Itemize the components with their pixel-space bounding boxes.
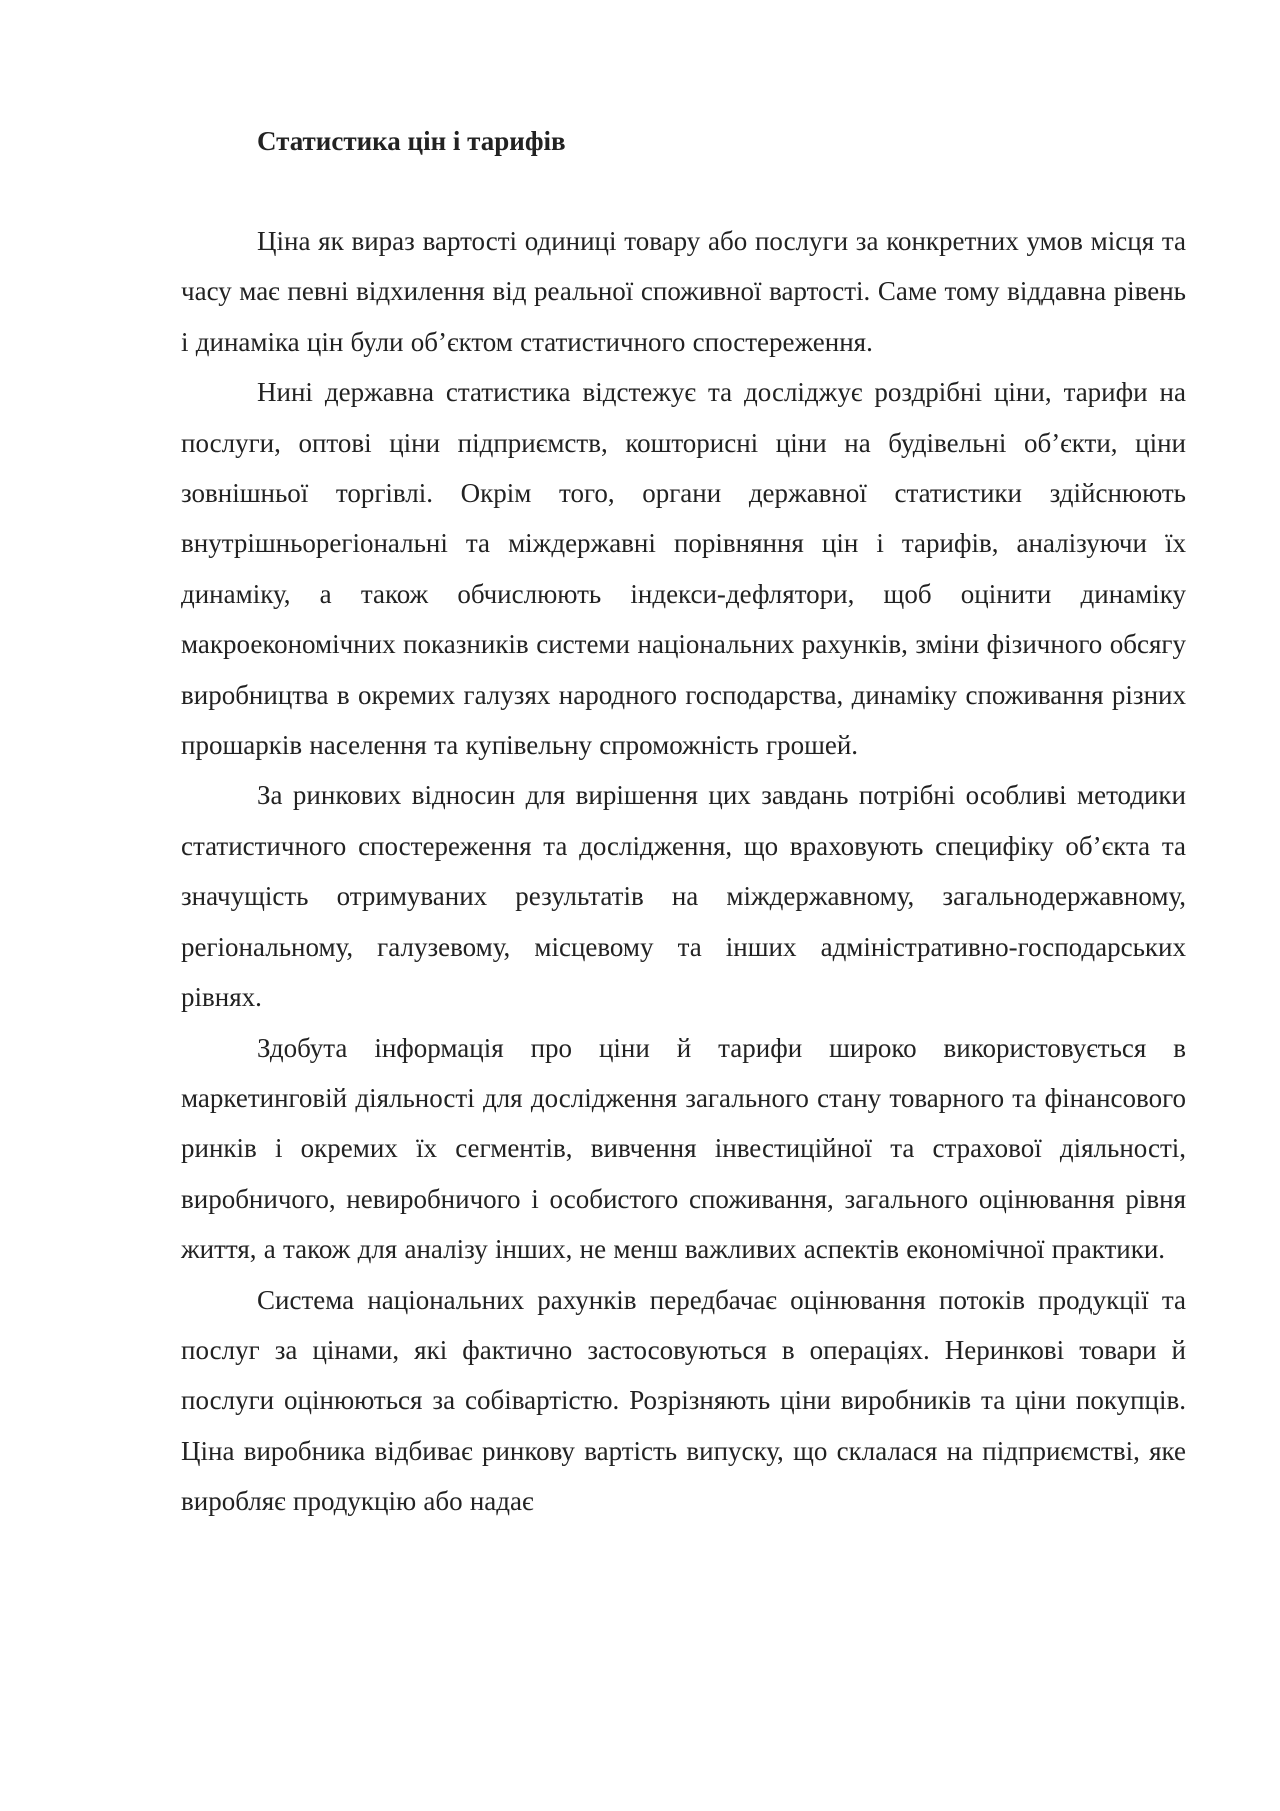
paragraph-5: Система національних рахунків передбачає оцінювання потоків продукції та послуг за цінами, які фактично застосовуються в операціях. Неринкові товари й послуги оцінюються за собівартістю. Розрізняють ціни виробників та ціни покупців. Ціна виробника відбиває ринкову вартість випуску, що склалася на підприємстві, яке виробляє продукцію або надає	[181, 1284, 1186, 1517]
document-title: Статистика цін і тарифів	[257, 126, 566, 156]
paragraph-1: Ціна як вираз вартості одиниці товару або послуги за конкретних умов місця та часу має певні відхилення від реальної споживної вартості. Саме тому віддавна рівень і динаміка цін були об’єктом статистичного спостереження.	[181, 226, 1186, 357]
paragraph-2: Нині державна статистика відстежує та досліджує роздрібні ціни, тарифи на послуги, оптові ціни підприємств, кошторисні ціни на будівельні об’єкти, ціни зовнішньої торгівлі. Окрім того, органи державної статистики здійснюють внутрішньорегіональні та міждержавні порівняння цін і тарифів, аналізуючи їх динаміку, а також обчислюють індекси-дефлятори, щоб оцінити динаміку макроекономічних показників системи національних рахунків, зміни фізичного обсягу виробництва в окремих галузях народного господарства, динаміку споживання різних прошарків населення та купівельну спроможність грошей.	[181, 377, 1186, 761]
document-body	[181, 116, 1186, 1527]
paragraph-4: Здобута інформація про ціни й тарифи широко використовується в маркетинговій діяльності для дослідження загального стану товарного та фінансового ринків і окремих їх сегментів, вивчення інвестиційної та страхової діяльності, виробничого, невиробничого і особистого споживання, загального оцінювання рівня життя, а також для аналізу інших, не менш важливих аспектів економічної практики.	[181, 1032, 1186, 1265]
title-spacer	[181, 166, 1186, 216]
paragraph-3: За ринкових відносин для вирішення цих завдань потрібні особливі методики статистичного спостереження та дослідження, що враховують специфіку об’єкта та значущість отримуваних результатів на міждержавному, загальнодержавному, регіональному, галузевому, місцевому та інших адміністративно-господарських рівнях.	[181, 780, 1186, 1013]
